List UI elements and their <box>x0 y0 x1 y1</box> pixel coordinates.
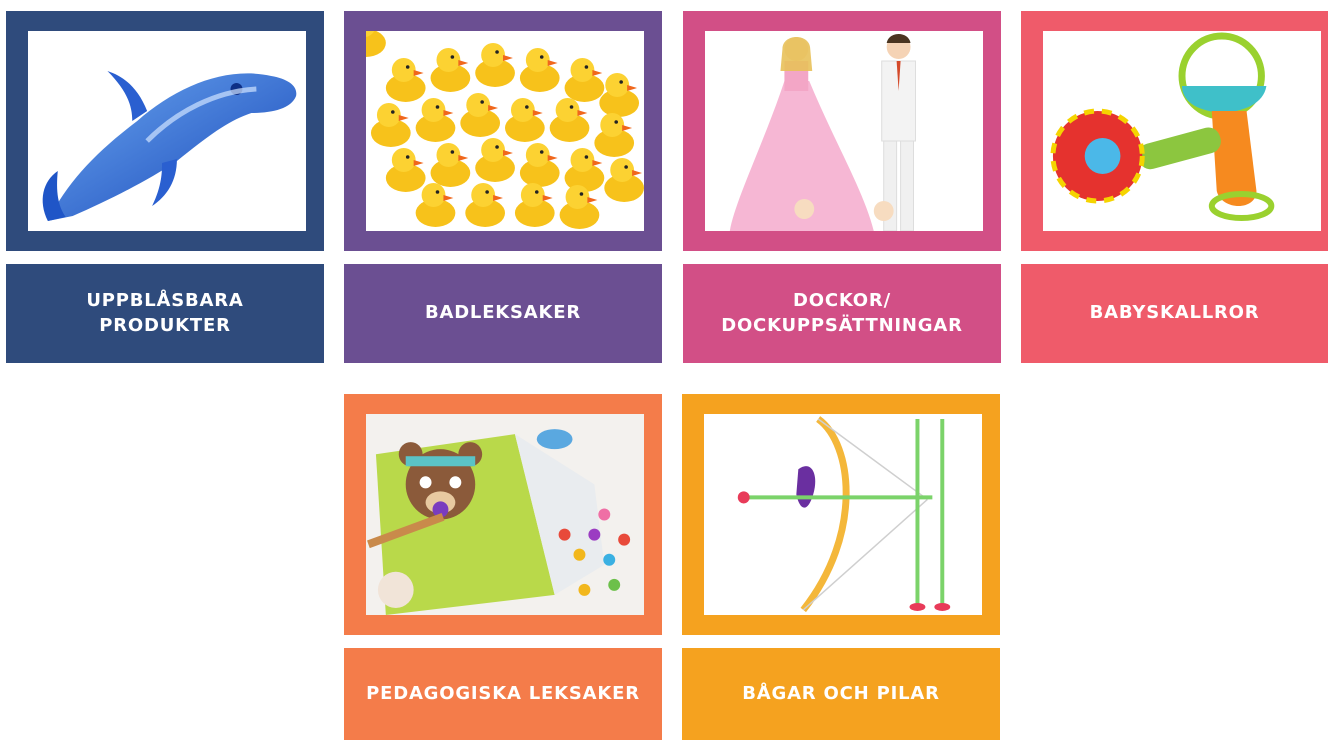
category-label: UPPBLÅSBARA PRODUKTER <box>6 264 324 363</box>
image-frame <box>1021 11 1328 251</box>
category-label: PEDAGOGISKA LEKSAKER <box>344 648 662 740</box>
product-photo <box>1043 31 1321 231</box>
product-photo <box>705 31 983 231</box>
category-label: BADLEKSAKER <box>344 264 662 363</box>
category-label: BÅGAR OCH PILAR <box>682 648 1000 740</box>
rubber-ducks-icon <box>366 31 644 231</box>
product-photo <box>366 414 644 615</box>
image-frame <box>6 11 324 251</box>
product-photo <box>366 31 644 231</box>
category-tile-inflatable-products[interactable] <box>6 11 324 363</box>
dolls-icon <box>705 31 983 231</box>
category-tile-bows-and-arrows[interactable] <box>682 394 1000 740</box>
category-label: DOCKOR/ DOCKUPPSÄTTNINGAR <box>683 264 1001 363</box>
image-frame <box>682 394 1000 635</box>
baby-rattle-icon <box>1043 31 1321 231</box>
product-photo <box>28 31 306 231</box>
category-tile-baby-rattles[interactable] <box>1021 11 1328 363</box>
educational-toy-icon <box>366 414 644 615</box>
image-frame <box>683 11 1001 251</box>
bow-and-arrows-icon <box>704 414 982 615</box>
inflatable-dolphin-icon <box>28 31 306 231</box>
image-frame <box>344 394 662 635</box>
category-label: BABYSKALLROR <box>1021 264 1328 363</box>
category-tile-dolls[interactable] <box>683 11 1001 363</box>
category-tile-educational-toys[interactable] <box>344 394 662 740</box>
product-photo <box>704 414 982 615</box>
image-frame <box>344 11 662 251</box>
category-tile-bath-toys[interactable] <box>344 11 662 363</box>
